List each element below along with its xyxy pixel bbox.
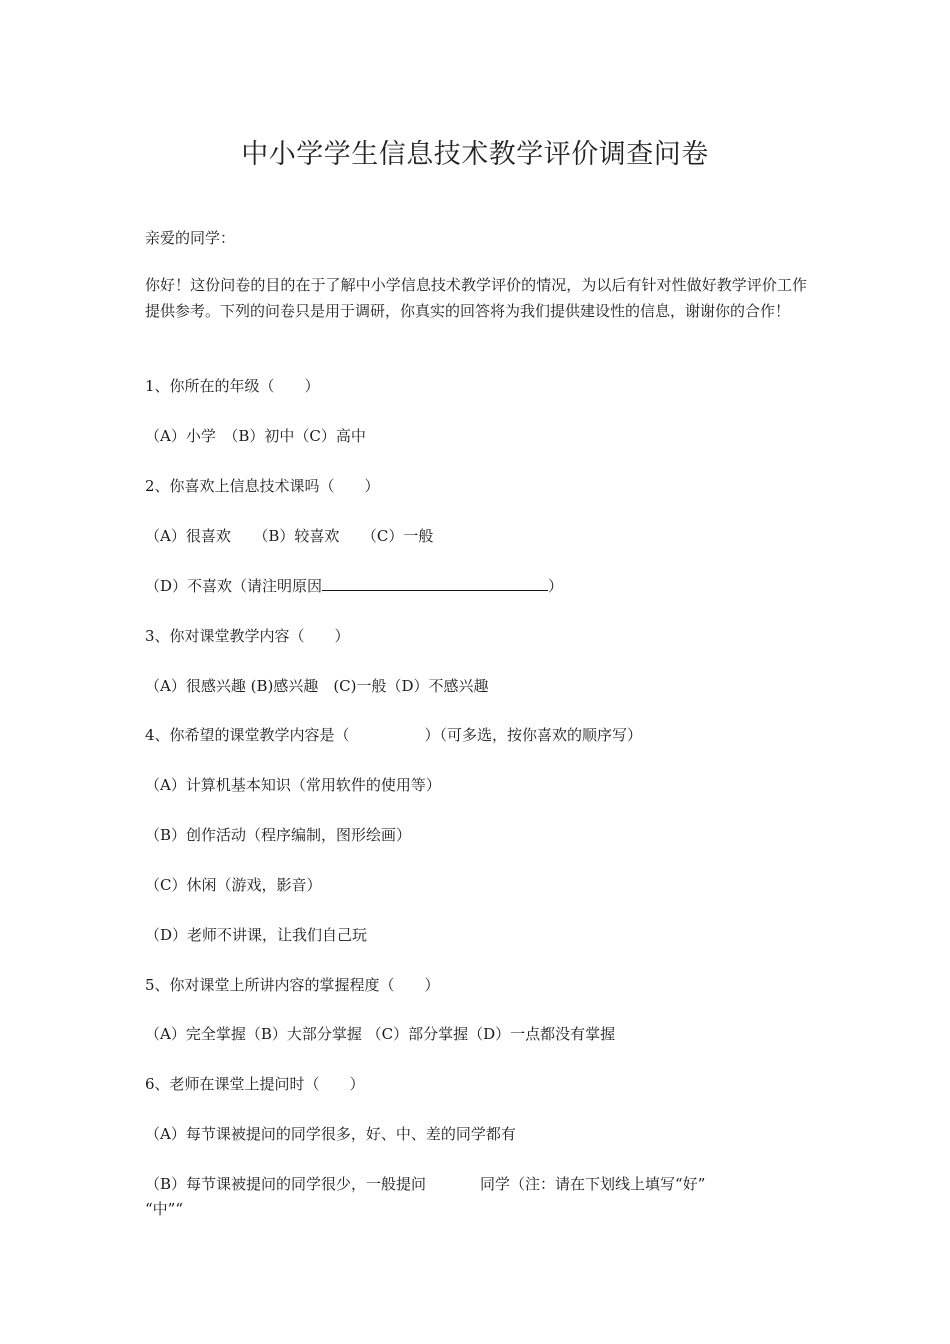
question-4: 4、你希望的课堂教学内容是（ ）（可多选，按你喜欢的顺序写） [145, 726, 643, 744]
option-d-close: ） [548, 577, 564, 595]
question-4-option-b: （B）创作活动（程序编制，图形绘画） [145, 826, 412, 844]
intro-paragraph: 你好！这份问卷的目的在于了解中小学信息技术教学评价的情况，为以后有针对性做好教学评价工作提供参考。下列的问卷只是用于调研，你真实的回答将为我们提供建设性的信息，谢谢你的合作！ [145, 276, 807, 320]
question-1: 1、你所在的年级（ ） [145, 377, 320, 395]
question-1-options: （A）小学 （B）初中（C）高中 [145, 427, 366, 445]
question-2: 2、你喜欢上信息技术课吗（ ） [145, 477, 380, 495]
salutation: 亲爱的同学： [145, 229, 236, 247]
question-5-options: （A）完全掌握（B）大部分掌握 （C）部分掌握（D）一点都没有掌握 [145, 1025, 616, 1043]
question-4-option-c: （C）休闲（游戏，影音） [145, 876, 322, 894]
option-b-text: （B）每节课被提问的同学很少，一般提问 [145, 1175, 427, 1193]
option-b-note: 同学（注：请在下划线上填写“好” [480, 1175, 706, 1193]
question-6-option-a: （A）每节课被提问的同学很多，好、中、差的同学都有 [145, 1125, 516, 1143]
question-6: 6、老师在课堂上提问时（ ） [145, 1075, 365, 1093]
question-4-option-d: （D）老师不讲课，让我们自己玩 [145, 926, 368, 944]
question-2-options: （A）很喜欢 （B）较喜欢 （C）一般 [145, 527, 434, 545]
option-d-text: （D）不喜欢（请注明原因 [145, 577, 323, 595]
page-title: 中小学学生信息技术教学评价调查问卷 [241, 139, 709, 170]
question-3-options: （A）很感兴趣 (B)感兴趣 (C)一般（D）不感兴趣 [145, 677, 489, 695]
question-2-option-d [145, 574, 815, 599]
reason-blank-line[interactable] [322, 575, 548, 591]
question-4-option-a: （A）计算机基本知识（常用软件的使用等） [145, 776, 441, 794]
question-3: 3、你对课堂教学内容（ ） [145, 627, 350, 645]
question-6-option-b [145, 1172, 815, 1197]
question-6-option-b-continued: “中”“ [145, 1200, 184, 1218]
question-5: 5、你对课堂上所讲内容的掌握程度（ ） [145, 976, 440, 994]
